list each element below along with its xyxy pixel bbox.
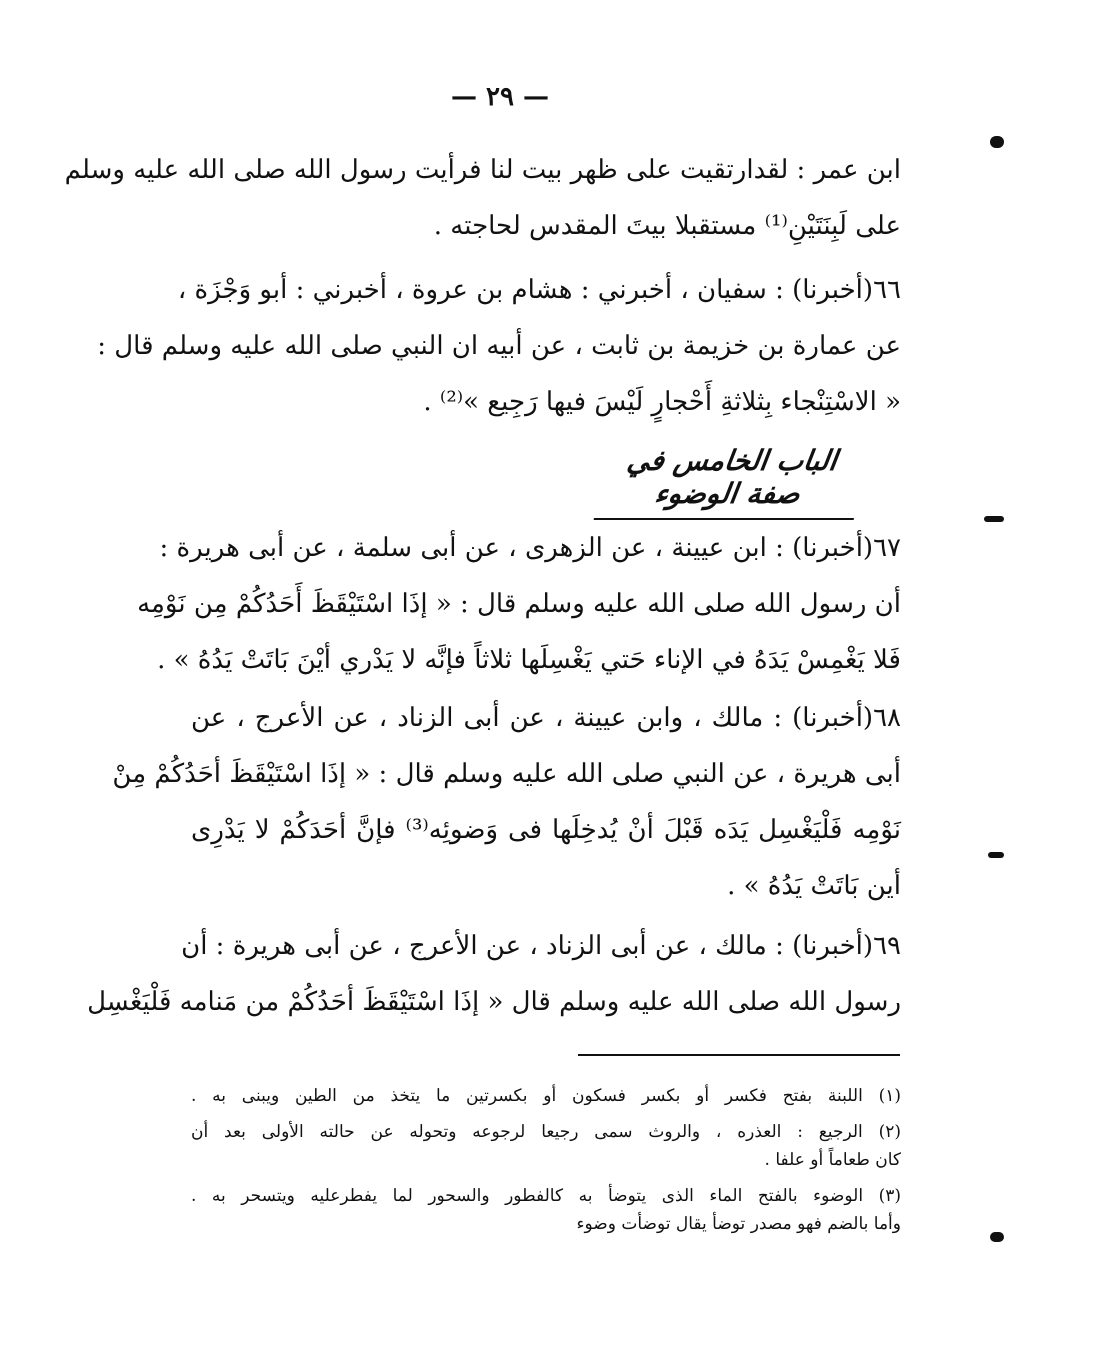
text-line: ٦٨(أخبرنا) : مالك ، وابن عيينة ، عن أبى الزناد ، عن الأعرج ، عن — [191, 703, 901, 733]
hadith-68 — [112, 690, 901, 914]
text-line: أبى هريرة ، عن النبي صلى الله عليه وسلم قال : « إذَا اسْتَيْقَظَ أحَدُكُمْ مِنْ — [112, 759, 901, 789]
text-line: ابن عمر : لقدارتقيت على ظهر بيت لنا فرأيت رسول الله صلى الله عليه وسلم — [64, 155, 901, 185]
footnotes — [191, 1082, 901, 1246]
footnote-3 — [191, 1182, 901, 1238]
scan-edge-mark — [984, 516, 1004, 522]
hadith-67 — [137, 520, 901, 688]
hadith-66 — [97, 262, 901, 430]
text-line: أين بَاتَتْ يَدُهُ » . — [727, 871, 901, 901]
scan-edge-mark — [990, 136, 1004, 148]
text-line: ٦٦(أخبرنا) : سفيان ، أخبرني : هشام بن عروة ، أخبرني : أبو وَجْزَة ، — [177, 275, 901, 305]
page-number-text: — ٢٩ — — [450, 82, 550, 112]
text-line: أن رسول الله صلى الله عليه وسلم قال : « إذَا اسْتَيْقَظَ أَحَدُكُمْ مِن نَوْمِه — [137, 589, 901, 619]
text-line: على لَبِنَتَيْنِ⁽¹⁾ مستقبلا بيتَ المقدس لحاجته . — [433, 211, 901, 241]
footnote-divider — [578, 1054, 900, 1056]
footnote-1 — [191, 1082, 901, 1110]
footnote-line: (١) اللبنة بفتح فكسر أو بكسر فسكون أو بكسرتين ما يتخذ من الطين ويبنى به . — [191, 1086, 901, 1106]
page-number — [0, 82, 1100, 112]
footnote-line: (٣) الوضوء بالفتح الماء الذى يتوضأ به كالفطور والسحور لما يفطرعليه ويتسحر به . — [191, 1186, 901, 1206]
text-line: عن عمارة بن خزيمة بن ثابت ، عن أبيه ان النبي صلى الله عليه وسلم قال : — [97, 331, 901, 361]
footnote-2 — [191, 1118, 901, 1174]
scan-edge-mark — [990, 1232, 1004, 1242]
scan-edge-mark — [988, 852, 1004, 858]
text-line: نَوْمِه فَلْيَغْسِل يَدَه قَبْلَ أنْ يُدخِلَها فى وَضوئِه⁽³⁾ فإنَّ أحَدَكُمْ لا يَدْرِى — [191, 815, 901, 845]
footnote-line: كان طعاماً أو علفا . — [764, 1150, 901, 1170]
footnote-line: (٢) الرجيع : العذره ، والروث سمى رجيعا لرجوعه وتحوله عن حالته الأولى بعد أن — [191, 1122, 901, 1142]
text-line: ٦٧(أخبرنا) : ابن عيينة ، عن الزهرى ، عن أبى سلمة ، عن أبى هريرة : — [159, 533, 901, 563]
chapter-heading: الباب الخامس في صفة الوضوء — [594, 444, 865, 520]
text-line: « الاسْتِنْجاء بِثلاثةِ أَحْجارٍ لَيْسَ فيها رَجِيع »⁽²⁾ . — [423, 387, 901, 417]
text-line: ٦٩(أخبرنا) : مالك ، عن أبى الزناد ، عن الأعرج ، عن أبى هريرة : أن — [181, 931, 901, 961]
text-line: رسول الله صلى الله عليه وسلم قال « إذَا اسْتَيْقَظَ أحَدُكُمْ من مَنامه فَلْيَغْسِل — [87, 987, 901, 1017]
footnote-line: وأما بالضم فهو مصدر توضأ يقال توضأت وضوء — [576, 1214, 901, 1234]
hadith-69 — [87, 918, 901, 1030]
text-line: فَلا يَغْمِسْ يَدَهُ في الإناء حَتي يَغْسِلَها ثلاثاً فإنَّه لا يَدْري أيْنَ بَاتَتْ يَدُهُ » . — [157, 645, 901, 675]
paragraph-continuation — [64, 142, 901, 254]
